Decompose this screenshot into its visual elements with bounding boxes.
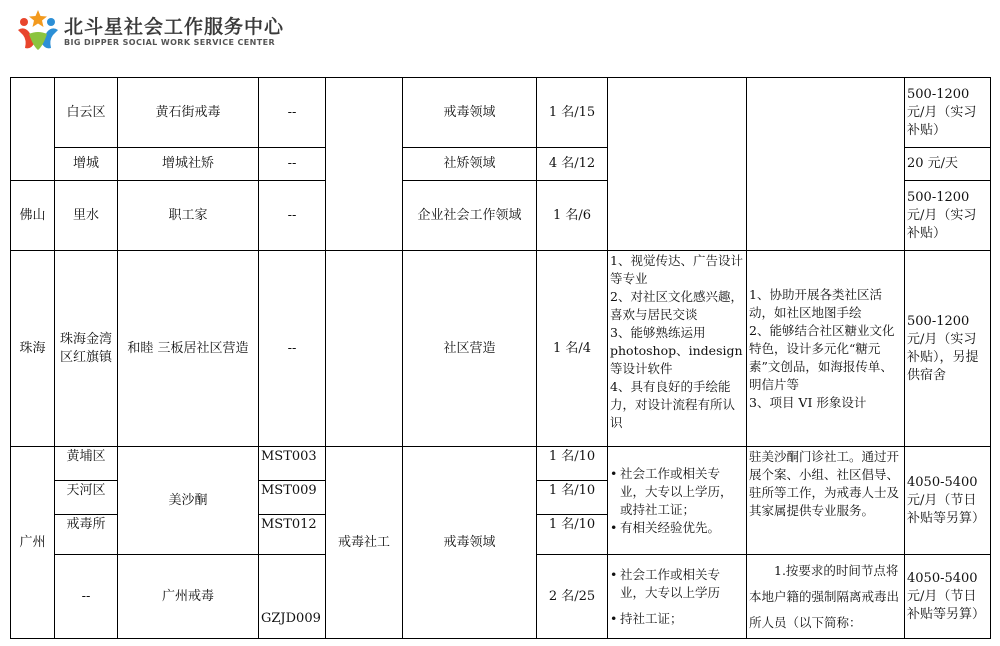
duty-item: 1、协助开展各类社区活动，如社区地图手绘 <box>749 286 882 320</box>
code-cell: -- <box>259 251 326 447</box>
requirement-item: 4、具有良好的手绘能力，对设计流程有所认识 <box>610 379 736 430</box>
requirement-item: • 持社工证； <box>610 610 683 626</box>
position-cell <box>326 251 403 447</box>
people-star-logo-icon <box>15 8 61 52</box>
pay-cell: 500-1200 元/月（实习补贴） <box>905 181 991 251</box>
duty-item: 2、能够结合社区糖业文化特色，设计多元化“糖元素”文创品，如海报传单、明信片等 <box>749 322 895 392</box>
city-cell: 广州 <box>11 447 55 639</box>
unit-cell: 和睦 三板居社区营造 <box>118 251 259 447</box>
field-cell: 社区营造 <box>403 251 537 447</box>
district-cell: 天河区 <box>55 481 118 515</box>
table-row <box>11 78 991 148</box>
requirement-item: 2、对社区文化感兴趣，喜欢与居民交谈 <box>610 289 743 322</box>
org-name-en: BIG DIPPER SOCIAL WORK SERVICE CENTER <box>64 38 276 47</box>
district-cell: 珠海金湾区红旗镇 <box>55 251 118 447</box>
city-cell: 佛山 <box>11 181 55 251</box>
pay-cell: 20 元/天 <box>905 148 991 181</box>
position-cell <box>326 78 403 251</box>
count-cell: 1 名/15 <box>537 78 608 148</box>
code-cell: MST003 <box>259 447 326 481</box>
count-cell: 1 名/6 <box>537 181 608 251</box>
district-cell: 戒毒所 <box>55 515 118 555</box>
field-cell: 戒毒领域 <box>403 447 537 639</box>
code-cell: GZJD009 <box>259 555 326 639</box>
district-cell: 增城 <box>55 148 118 181</box>
code-cell: MST012 <box>259 515 326 555</box>
pay-cell: 4050-5400 元/月（节日补贴等另算） <box>905 555 991 639</box>
requirements-cell <box>608 251 747 447</box>
duties-cell: 1.按要求的时间节点将本地户籍的强制隔离戒毒出所人员（以下简称： <box>747 555 905 639</box>
field-cell: 企业社会工作领域 <box>403 181 537 251</box>
unit-cell: 黄石街戒毒 <box>118 78 259 148</box>
pay-cell: 500-1200 元/月（实习补贴） <box>905 78 991 148</box>
code-cell: -- <box>259 148 326 181</box>
count-cell: 1 名/4 <box>537 251 608 447</box>
code-cell: MST009 <box>259 481 326 515</box>
count-cell: 1 名/10 <box>537 481 608 515</box>
requirements-cell <box>608 555 747 639</box>
duty-item: 3、项目 VI 形象设计 <box>749 394 867 410</box>
requirement-item: 1、视觉传达、广告设计等专业 <box>610 253 743 286</box>
duties-cell <box>747 251 905 447</box>
field-cell: 戒毒领域 <box>403 78 537 148</box>
requirement-item: 3、能够熟练运用photoshop、indesign等设计软件 <box>610 325 743 376</box>
field-cell: 社矫领域 <box>403 148 537 181</box>
district-cell: 黄埔区 <box>55 447 118 481</box>
code-cell: -- <box>259 181 326 251</box>
requirements-cell <box>608 447 747 555</box>
unit-cell: 职工家 <box>118 181 259 251</box>
requirement-item: • 有相关经验优先。 <box>610 519 721 535</box>
pay-cell: 4050-5400 元/月（节日补贴等另算） <box>905 447 991 555</box>
table-row <box>11 447 991 481</box>
district-cell: -- <box>55 555 118 639</box>
unit-cell: 广州戒毒 <box>118 555 259 639</box>
district-cell: 里水 <box>55 181 118 251</box>
duties-cell: 驻美沙酮门诊社工。通过开展个案、小组、社区倡导、驻所等工作，为戒毒人士及其家属提供专业服务。 <box>747 447 905 555</box>
count-cell: 1 名/10 <box>537 515 608 555</box>
table-row <box>11 251 991 447</box>
requirements-cell <box>608 78 747 251</box>
unit-cell: 增城社矫 <box>118 148 259 181</box>
count-cell: 2 名/25 <box>537 555 608 639</box>
count-cell: 4 名/12 <box>537 148 608 181</box>
duties-cell <box>747 78 905 251</box>
page-header <box>0 0 1000 60</box>
count-cell: 1 名/10 <box>537 447 608 481</box>
position-cell: 戒毒社工 <box>326 447 403 639</box>
internship-table <box>10 77 991 639</box>
unit-cell: 美沙酮 <box>118 447 259 555</box>
district-cell: 白云区 <box>55 78 118 148</box>
code-cell: -- <box>259 78 326 148</box>
pay-cell: 500-1200 元/月（实习补贴），另提供宿舍 <box>905 251 991 447</box>
org-name-cn: 北斗星社会工作服务中心 <box>64 16 285 38</box>
city-cell <box>11 78 55 181</box>
city-cell: 珠海 <box>11 251 55 447</box>
requirement-item: • 社会工作或相关专业，大专以上学历，或持社工证； <box>610 465 733 517</box>
requirement-item: • 社会工作或相关专业，大专以上学历 <box>610 566 721 600</box>
